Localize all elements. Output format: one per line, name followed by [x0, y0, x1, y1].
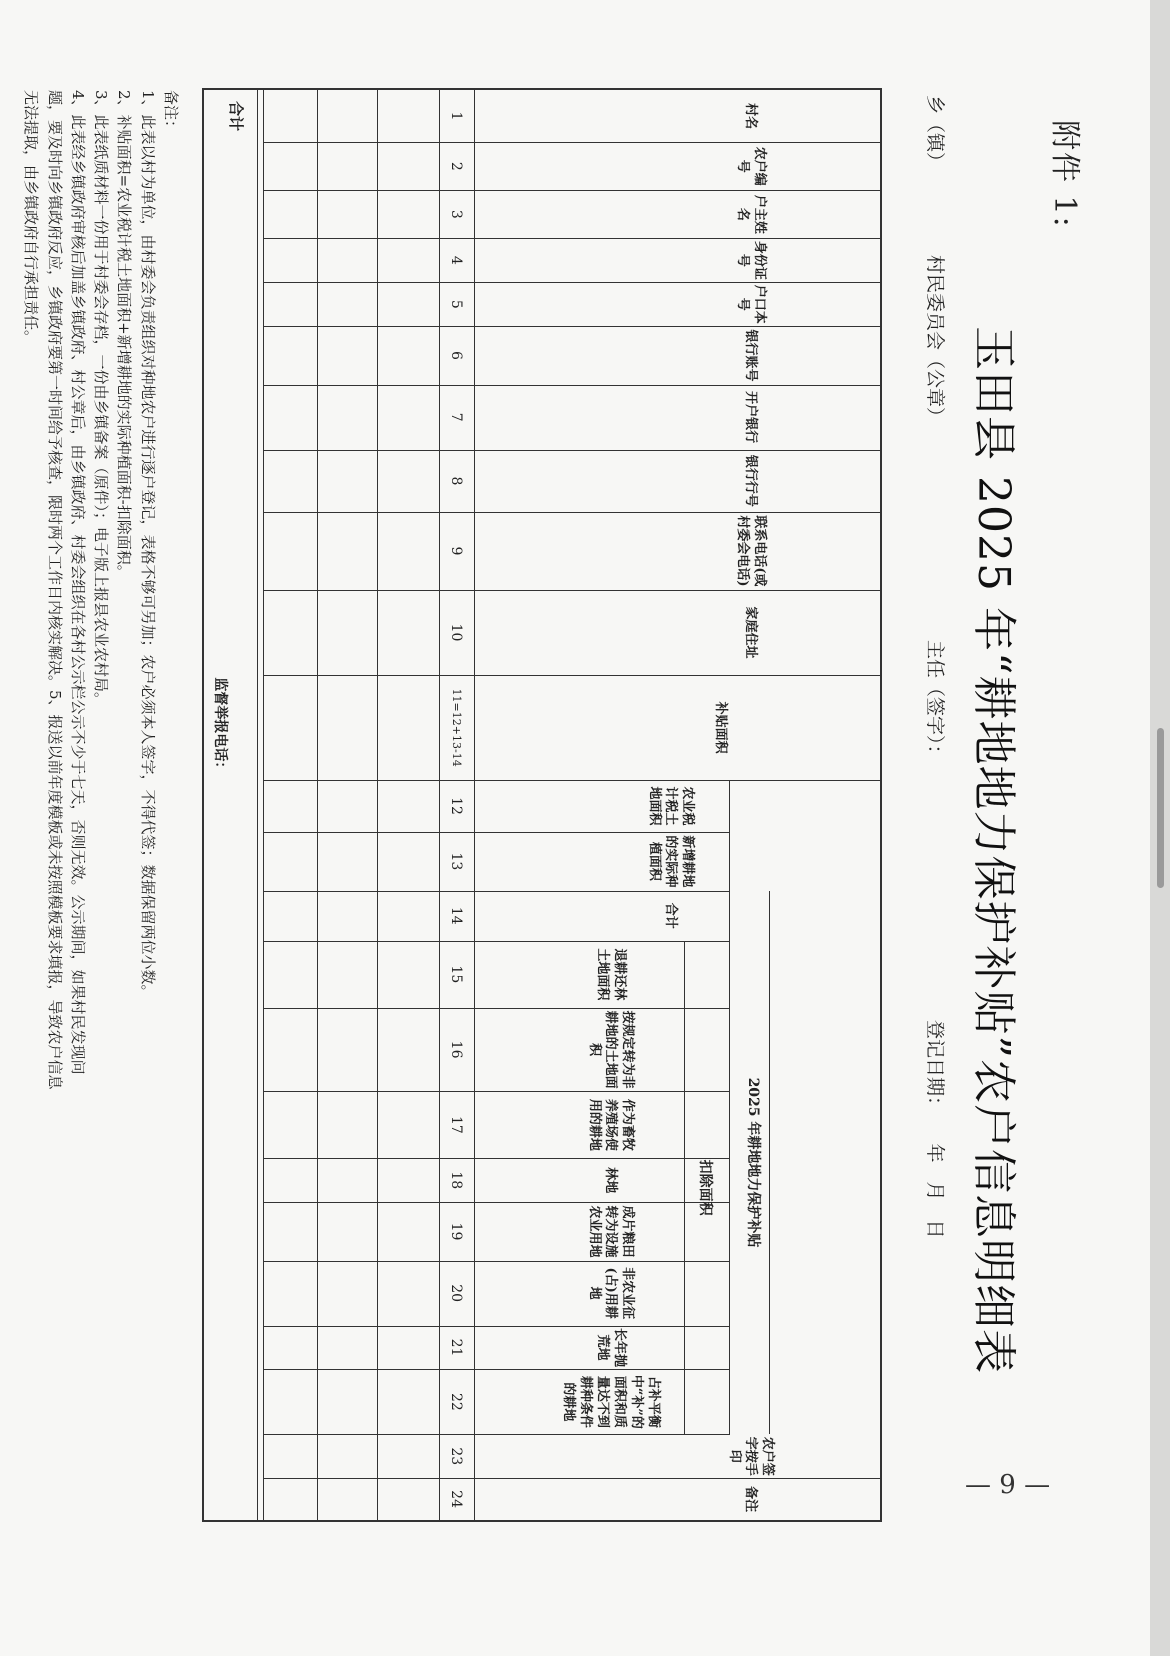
column-number-1: 1	[448, 111, 465, 121]
township-field: 乡（镇）	[924, 95, 946, 172]
column-number-22: 22	[448, 1392, 465, 1411]
column-number-13: 13	[448, 852, 465, 871]
notes-block	[19, 90, 182, 1540]
column-header-23: 农户签字按手印	[726, 1436, 776, 1476]
column-number-8: 8	[448, 476, 465, 486]
column-number-19: 19	[448, 1222, 465, 1241]
table-line	[317, 90, 318, 1520]
column-number-11: 11=12+13-14	[450, 688, 464, 767]
column-number-5: 5	[448, 299, 465, 309]
column-header-2: 农户编号	[735, 146, 767, 186]
column-number-9: 9	[448, 546, 465, 556]
column-number-16: 16	[448, 1040, 465, 1059]
column-number-3: 3	[448, 209, 465, 219]
column-header-18: 林地	[603, 1167, 619, 1194]
column-header-10: 家庭住址	[743, 606, 759, 659]
column-number-15: 15	[448, 965, 465, 984]
note-line: 备注：	[162, 90, 180, 136]
column-number-4: 4	[448, 255, 465, 265]
table-line	[257, 90, 258, 1520]
column-header-6: 银行账号	[743, 329, 759, 382]
column-header-14: 合计	[663, 902, 679, 929]
column-header-20: 非农业征(占)用耕地	[586, 1267, 636, 1320]
column-number-2: 2	[448, 161, 465, 171]
group-header-deduction: 扣除面积	[697, 1159, 714, 1216]
note-line: 2、补贴面积=农业税计税土地面积+新增耕地的实际种植面积-扣除面积。	[115, 90, 134, 580]
column-number-17: 17	[448, 1115, 465, 1134]
table-line	[263, 90, 264, 1520]
column-number-24: 24	[448, 1490, 465, 1508]
column-header-15: 退耕还林土地面积	[595, 948, 627, 1001]
column-header-13: 新增耕地的实际种植面积	[646, 835, 696, 888]
page-title: 玉田县 2025 年“耕地地力保护补贴”农户信息明细表	[968, 326, 1019, 1374]
note-line: 1、此表以村为单位，由村委会负责组织对种地农户进行逐户登记，表格不够可另加；农户必须本人签字，不得代签；数据保留两位小数。	[138, 90, 157, 1000]
column-header-12: 农业税计税土地面积	[646, 786, 696, 826]
total-row-label: 合计	[226, 101, 245, 132]
note-line: 题，要及时向乡镇政府反应，乡镇政府要第一时间给予核查，限时两个工作日内核实解决。5、报送以前年度模板或未按照模板要求填报，导致农户信息	[45, 90, 64, 1090]
table-line	[377, 90, 378, 1520]
column-number-20: 20	[448, 1284, 465, 1303]
column-header-1: 村名	[743, 103, 759, 130]
column-number-6: 6	[448, 351, 465, 360]
column-header-7: 开户银行	[743, 391, 759, 444]
director-signature-field: 主任（签字）：	[924, 640, 946, 764]
column-number-23: 23	[448, 1447, 465, 1466]
column-number-7: 7	[448, 412, 465, 422]
column-number-21: 21	[448, 1338, 465, 1357]
note-line: 4、此表经乡镇政府审核后加盖乡镇政府、村公章后，由乡镇政府、村委会组织在各村公示栏公示不少于七天，否则无效。公示期间，如果村民发现问	[69, 90, 87, 1075]
column-header-8: 银行行号	[743, 454, 759, 507]
supervision-phone: 监督举报电话：	[212, 677, 229, 776]
group-header-subsidy: 2025 年耕地地力保护补贴	[744, 1077, 761, 1248]
column-header-16: 按规定转为非耕地的土地面积	[586, 1010, 636, 1089]
column-header-3: 户主姓名	[735, 194, 767, 234]
column-number-10: 10	[448, 623, 465, 642]
column-header-19: 成片粮田转为设施农业用地	[586, 1205, 636, 1258]
column-number-12: 12	[448, 797, 465, 815]
column-header-17: 作为畜牧养殖场使用的耕地	[586, 1098, 636, 1151]
column-header-11: 补贴面积	[713, 701, 729, 754]
column-number-14: 14	[448, 906, 465, 925]
table-line	[474, 90, 475, 1520]
page-number: — 9 —	[965, 1470, 1051, 1500]
column-header-24: 备注	[743, 1486, 759, 1513]
scrollbar[interactable]	[1157, 728, 1164, 888]
info-table	[202, 88, 882, 1522]
table-line	[264, 780, 880, 781]
village-committee-field: 村民委员会（公章）	[924, 255, 946, 427]
column-number-18: 18	[448, 1171, 465, 1190]
column-header-21: 长年抛荒地	[595, 1328, 627, 1368]
column-header-4: 身份证号	[735, 240, 767, 280]
column-header-9: 联系电话(或村委会电话)	[735, 515, 767, 587]
note-line: 无法提取，由乡镇政府自行承担责任。	[22, 90, 41, 346]
column-header-22: 占补平衡中“补”的面积和质量达不到耕种条件的耕地	[561, 1374, 661, 1429]
attachment-label: 附件 1:	[1047, 120, 1082, 229]
column-header-5: 户口本号	[735, 284, 767, 324]
registration-date-field: 登记日期： 年 月 日	[924, 1020, 946, 1239]
note-line: 3、此表纸质材料一份用于村委会存档，一份由乡镇备案（原件）；电子版上报县农业农村局。	[92, 90, 111, 708]
